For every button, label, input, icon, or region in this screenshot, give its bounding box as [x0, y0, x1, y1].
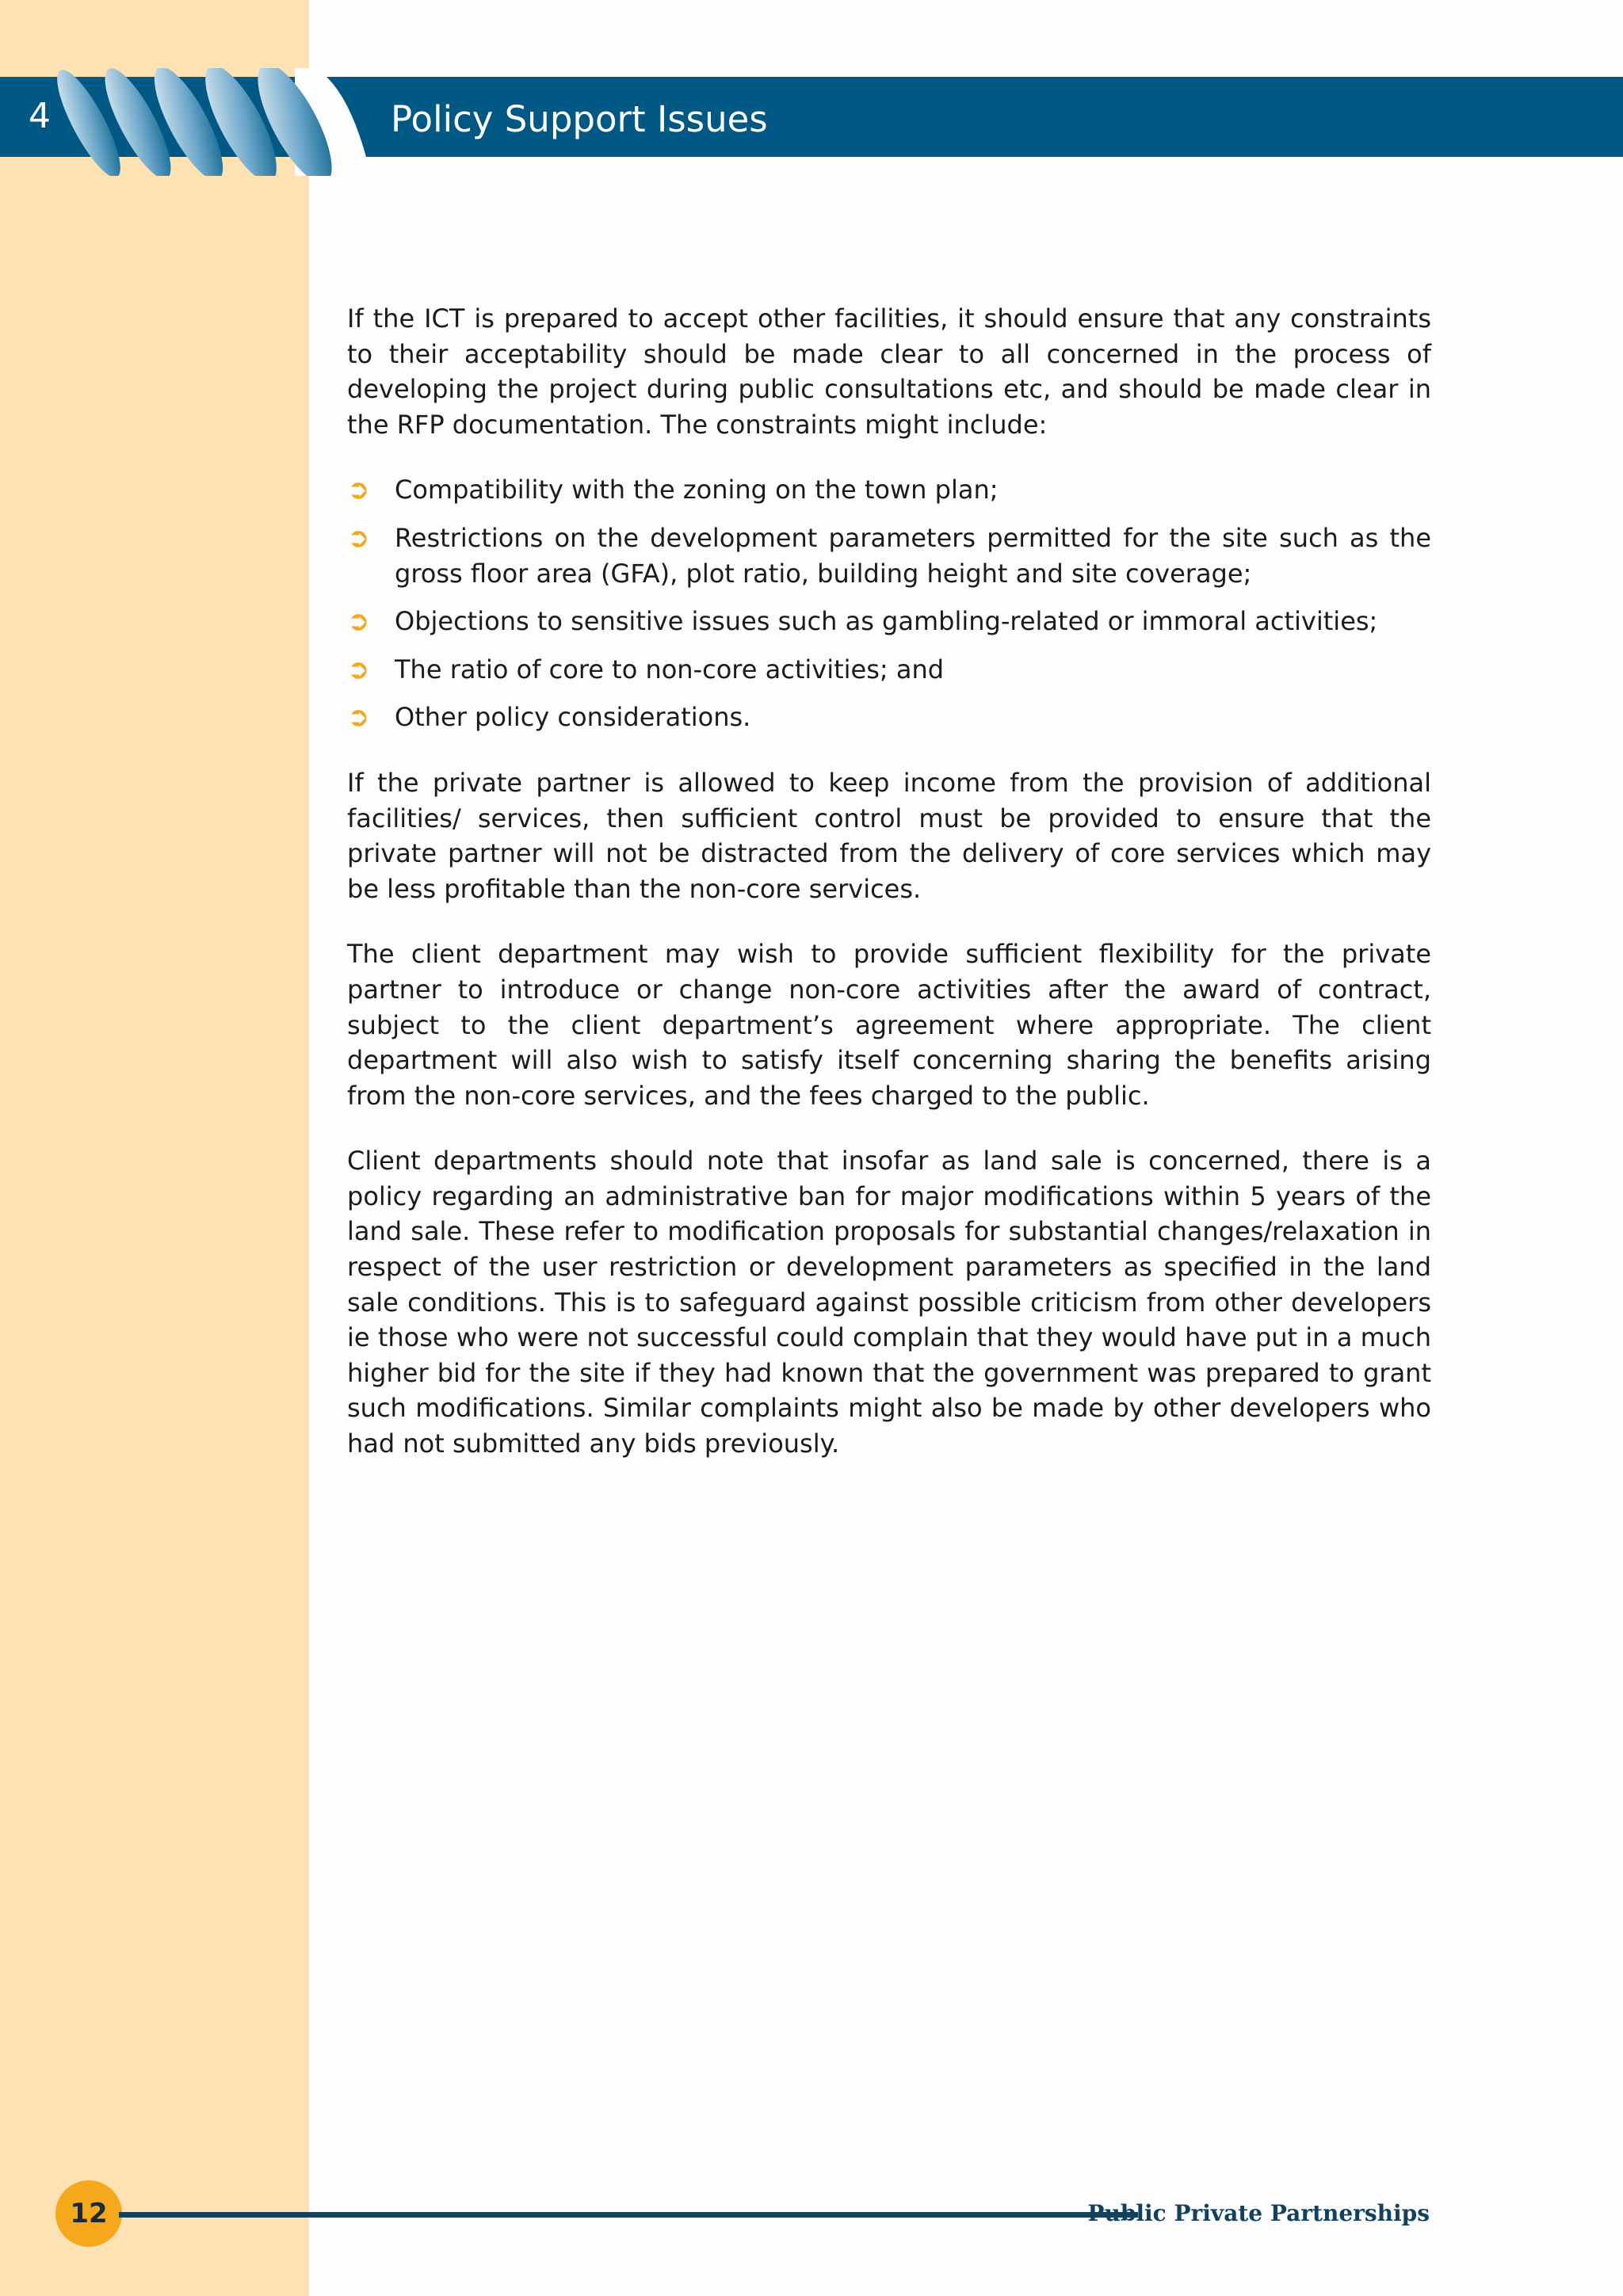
list-item	[347, 700, 1431, 735]
arrow-bullet-icon: ➲	[347, 653, 370, 685]
paragraph-private-partner-income: If the private partner is allowed to keep income from the provision of additional facilities/ services, then sufficient control must be provided to ensure that the private partner will not be distracted from the delivery of core services which may be less profitable than the non-core services.	[347, 767, 1431, 904]
arrow-bullet-icon: ➲	[347, 474, 370, 506]
footer-rule	[119, 2212, 1138, 2218]
arrow-bullet-icon: ➲	[347, 605, 370, 638]
arrow-bullet-icon: ➲	[347, 701, 370, 734]
chapter-title: Policy Support Issues	[391, 98, 768, 140]
list-item-text: Other policy considerations.	[395, 702, 751, 733]
list-item-text: The ratio of core to non-core activities; and	[395, 654, 945, 685]
paragraph-flexibility: The client department may wish to provide sufficient flexibility for the private partner to introduce or change non-core activities after the award of contract, subject to the client department’s agreement where appropriate. The client department will also wish to satisfy itself concerning sharing the benefits arising from the non-core services, and the fees charged to the public.	[347, 939, 1431, 1111]
paragraph-ict-constraints: If the ICT is prepared to accept other facilities, it should ensure that any constraints to their acceptability should be made clear to all concerned in the process of developing the project during public consultations etc, and should be made clear in the RFP documentation. The constraints might include:	[347, 303, 1431, 440]
footer-publication-title: Public Private Partnerships	[1087, 2200, 1430, 2226]
list-item	[347, 604, 1431, 639]
list-item-text: Restrictions on the development parameters permitted for the site such as the gross floor area (GFA), plot ratio, building height and site coverage;	[395, 522, 1431, 589]
list-item	[347, 521, 1431, 591]
list-item	[347, 472, 1431, 508]
arrow-bullet-icon: ➲	[347, 521, 370, 554]
main-content	[347, 301, 1431, 1492]
chapter-number: 4	[29, 96, 51, 136]
constraints-list	[347, 472, 1431, 735]
list-item-text: Objections to sensitive issues such as gambling-related or immoral activities;	[395, 606, 1378, 637]
left-margin-strip	[0, 0, 309, 2296]
header-stripes-decoration	[57, 68, 374, 176]
paragraph-land-sale-policy: Client departments should note that insofar as land sale is concerned, there is a policy regarding an administrative ban for major modifications within 5 years of the land sale. These refer to modification proposals for substantial changes/relaxation in respect of the user restriction or development parameters as specified in the land sale conditions. This is to safeguard against possible criticism from other developers ie those who were not successful could complain that they would have put in a much higher bid for the site if they had known that the government was prepared to grant such modifications. Similar complaints might also be made by other developers who had not submitted any bids previously.	[347, 1146, 1431, 1459]
list-item-text: Compatibility with the zoning on the town plan;	[395, 475, 999, 505]
page-number-badge: 12	[55, 2180, 122, 2247]
list-item	[347, 652, 1431, 688]
